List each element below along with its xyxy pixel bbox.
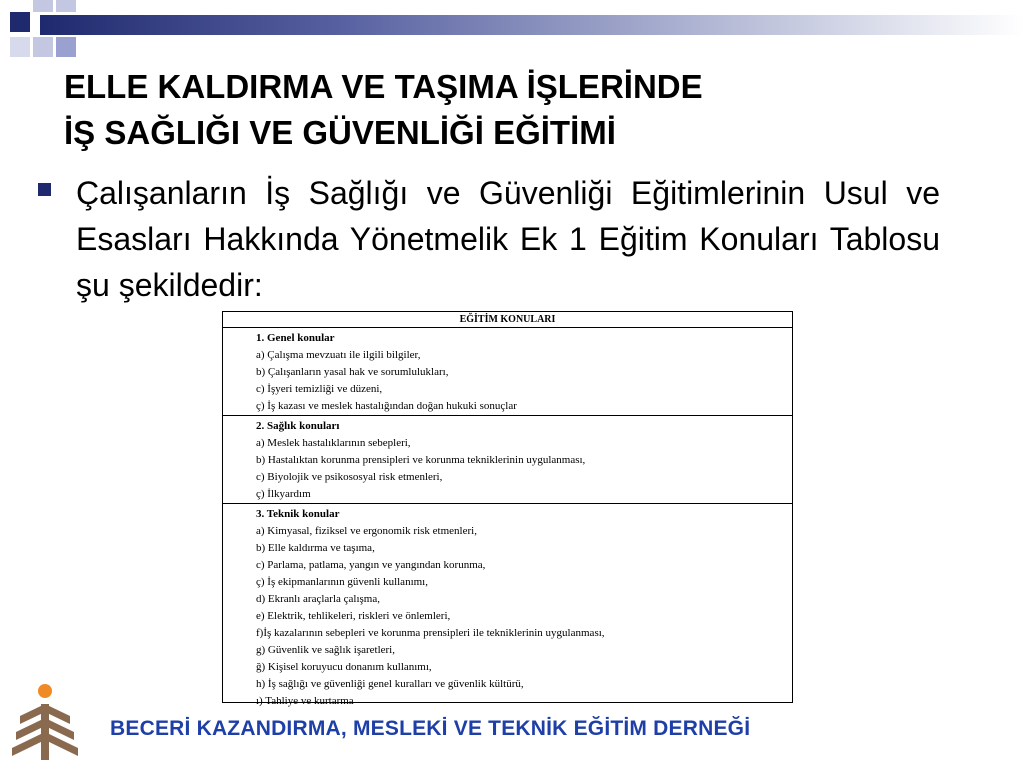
table-row: a) Kimyasal, fiziksel ve ergonomik risk etmenleri, — [256, 525, 477, 537]
section-title: 3. Teknik konular — [256, 508, 340, 520]
table-row: b) Elle kaldırma ve taşıma, — [256, 542, 375, 554]
slide-title-line-1: ELLE KALDIRMA VE TAŞIMA İŞLERİNDE — [64, 68, 703, 105]
decor-square-mid — [56, 37, 76, 57]
table-row: c) Parlama, patlama, yangın ve yangından korunma, — [256, 559, 486, 571]
footer-organization-name: BECERİ KAZANDIRMA, MESLEKİ VE TEKNİK EĞİTİM DERNEĞİ — [110, 717, 751, 740]
square-bullet-icon — [38, 183, 51, 196]
header-gradient-bar — [40, 15, 1024, 35]
table-row: b) Çalışanların yasal hak ve sorumlulukları, — [256, 366, 449, 378]
table-row: ç) İş ekipmanlarının güvenli kullanımı, — [256, 576, 428, 588]
table-row: g) Güvenlik ve sağlık işaretleri, — [256, 644, 395, 656]
decor-square-light — [56, 0, 76, 12]
table-row: ı) Tahliye ve kurtarma — [256, 695, 354, 707]
table-row: ç) İş kazası ve meslek hastalığından doğan hukuki sonuçlar — [256, 400, 517, 412]
table-row: h) İş sağlığı ve güvenliği genel kuralları ve güvenlik kültürü, — [256, 678, 524, 690]
table-header: EĞİTİM KONULARI — [223, 312, 792, 328]
table-row: e) Elektrik, tehlikeleri, riskleri ve önlemleri, — [256, 610, 451, 622]
bullet-text: Çalışanların İş Sağlığı ve Güvenliği Eğitimlerinin Usul ve Esasları Hakkında Yönetmelik Ek 1 Eğitim Konuları Tablosu şu şekildedir: — [76, 175, 940, 303]
section-title: 2. Sağlık konuları — [256, 420, 340, 432]
decor-square-light — [10, 37, 30, 57]
slide-title-line-2: İŞ SAĞLIĞI VE GÜVENLİĞİ EĞİTİMİ — [64, 114, 616, 151]
table-row: a) Meslek hastalıklarının sebepleri, — [256, 437, 411, 449]
table-row: c) İşyeri temizliği ve düzeni, — [256, 383, 383, 395]
table-section-general — [223, 328, 792, 415]
slide-title — [64, 64, 964, 156]
section-title: 1. Genel konular — [256, 332, 335, 344]
table-row: d) Ekranlı araçlarla çalışma, — [256, 593, 380, 605]
table-row: ç) İlkyardım — [256, 488, 311, 500]
decor-square-light — [33, 37, 53, 57]
decor-square-light — [33, 0, 53, 12]
table-row: b) Hastalıktan korunma prensipleri ve korunma tekniklerinin uygulanması, — [256, 454, 586, 466]
training-topics-table — [222, 311, 793, 707]
table-row: a) Çalışma mevzuatı ile ilgili bilgiler, — [256, 349, 421, 361]
table-row: f)İş kazalarının sebepleri ve korunma prensipleri ile tekniklerinin uygulanması, — [256, 627, 605, 639]
table-row: c) Biyolojik ve psikososyal risk etmenleri, — [256, 471, 443, 483]
bullet-point — [30, 170, 940, 308]
decor-square-navy — [10, 12, 30, 32]
table-row: ğ) Kişisel koruyucu donanım kullanımı, — [256, 661, 432, 673]
table-section-technical — [223, 503, 792, 710]
table-section-health — [223, 415, 792, 503]
book-tree-logo-icon — [8, 682, 86, 762]
